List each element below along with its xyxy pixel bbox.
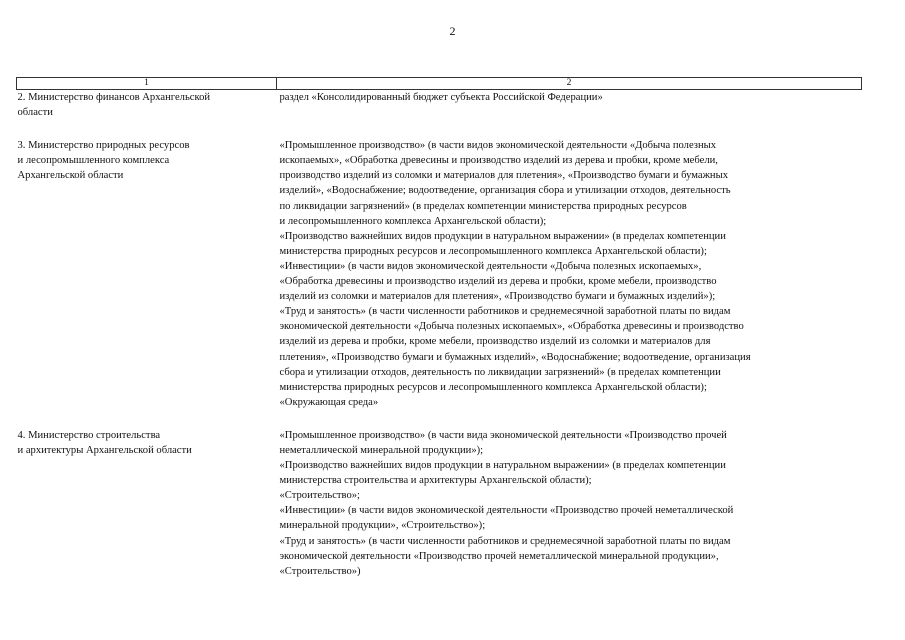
ministry-line: 4. Министерство строительства — [17, 429, 161, 441]
section-line: производство изделий из соломки и материалов для плетения», «Производство бумаги и бумажных — [279, 170, 729, 182]
table-row — [17, 428, 862, 579]
section-line: «Труд и занятость» (в части численности работников и среднемесячной заработной платы по видам — [279, 306, 731, 318]
section-line: изделий из соломки и материалов для плетения», «Производство бумаги и бумажных изделий»); — [279, 291, 716, 303]
section-line: «Инвестиции» (в части видов экономической деятельности «Производство прочей неметаллической — [279, 505, 734, 517]
section-line: министерства строительства и архитектуры Архангельской области); — [279, 475, 592, 487]
section-line: и лесопромышленного комплекса Архангельской области); — [279, 215, 547, 227]
section-line: неметаллической минеральной продукции»); — [279, 444, 484, 456]
section-line: экономической деятельности «Производство прочей неметаллической минеральной продукции», — [279, 550, 719, 562]
section-line: по ликвидации загрязнений» (в пределах компетенции министерства природных ресурсов — [279, 200, 687, 212]
section-line: «Производство важнейших видов продукции в натуральном выражении» (в пределах компетенции — [279, 460, 726, 472]
table-row — [17, 90, 862, 121]
document-table — [16, 77, 862, 579]
section-line: раздел «Консолидированный бюджет субъекта Российской Федерации» — [279, 92, 603, 103]
ministry-cell — [17, 90, 277, 121]
row-spacer — [17, 410, 862, 428]
page-number: 2 — [449, 24, 456, 38]
sections-cell — [277, 428, 862, 579]
table-row — [17, 138, 862, 410]
ministry-line: 3. Министерство природных ресурсов — [17, 140, 190, 152]
column-header: 1 — [17, 78, 277, 90]
row-spacer — [17, 120, 862, 138]
section-line: «Обработка древесины и производство изделий из дерева и пробки, кроме мебели, производство — [279, 276, 717, 288]
ministry-line: области — [17, 107, 53, 119]
table-header-row — [17, 78, 862, 90]
sections-cell — [277, 138, 862, 410]
section-line: «Строительство») — [279, 565, 361, 577]
ministry-cell — [17, 428, 277, 579]
section-line: «Промышленное производство» (в части вида экономической деятельности «Производство прочей — [279, 429, 727, 441]
section-line: плетения», «Производство бумаги и бумажных изделий», «Водоснабжение; водоотведение, организация — [279, 351, 751, 363]
section-line: «Строительство»; — [279, 490, 360, 502]
table-body — [17, 90, 862, 579]
ministry-line: Архангельской области — [17, 170, 124, 182]
section-line: сбора и утилизации отходов, деятельность по ликвидации загрязнений» (в пределах компетенции — [279, 366, 721, 378]
section-line: «Производство важнейших видов продукции в натуральном выражении» (в пределах компетенции — [279, 230, 726, 242]
ministry-line: и лесопромышленного комплекса — [17, 155, 170, 167]
section-line: ископаемых», «Обработка древесины и производство изделий из дерева и пробки, кроме мебели, — [279, 155, 718, 167]
column-header: 2 — [277, 78, 862, 90]
sections-cell — [277, 90, 862, 121]
section-line: изделий из дерева и пробки, кроме мебели, производство изделий из соломки и материалов для — [279, 336, 711, 348]
ministry-line: и архитектуры Архангельской области — [17, 444, 192, 456]
section-line: министерства природных ресурсов и лесопромышленного комплекса Архангельской области); — [279, 381, 707, 393]
section-line: «Промышленное производство» (в части видов экономической деятельности «Добыча полезных — [279, 140, 717, 152]
section-line: минеральной продукции», «Строительство»); — [279, 520, 486, 532]
ministry-line: 2. Министерство финансов Архангельской — [17, 92, 211, 103]
section-line: «Инвестиции» (в части видов экономической деятельности «Добыча полезных ископаемых», — [279, 260, 702, 272]
section-line: «Труд и занятость» (в части численности работников и среднемесячной заработной платы по видам — [279, 535, 731, 547]
ministry-cell — [17, 138, 277, 410]
section-line: изделий», «Водоснабжение; водоотведение, организация сбора и утилизации отходов, деятельность — [279, 185, 731, 197]
section-line: министерства природных ресурсов и лесопромышленного комплекса Архангельской области); — [279, 245, 707, 257]
section-line: экономической деятельности «Добыча полезных ископаемых», «Обработка древесины и производство — [279, 321, 744, 333]
section-line: «Окружающая среда» — [279, 396, 379, 408]
